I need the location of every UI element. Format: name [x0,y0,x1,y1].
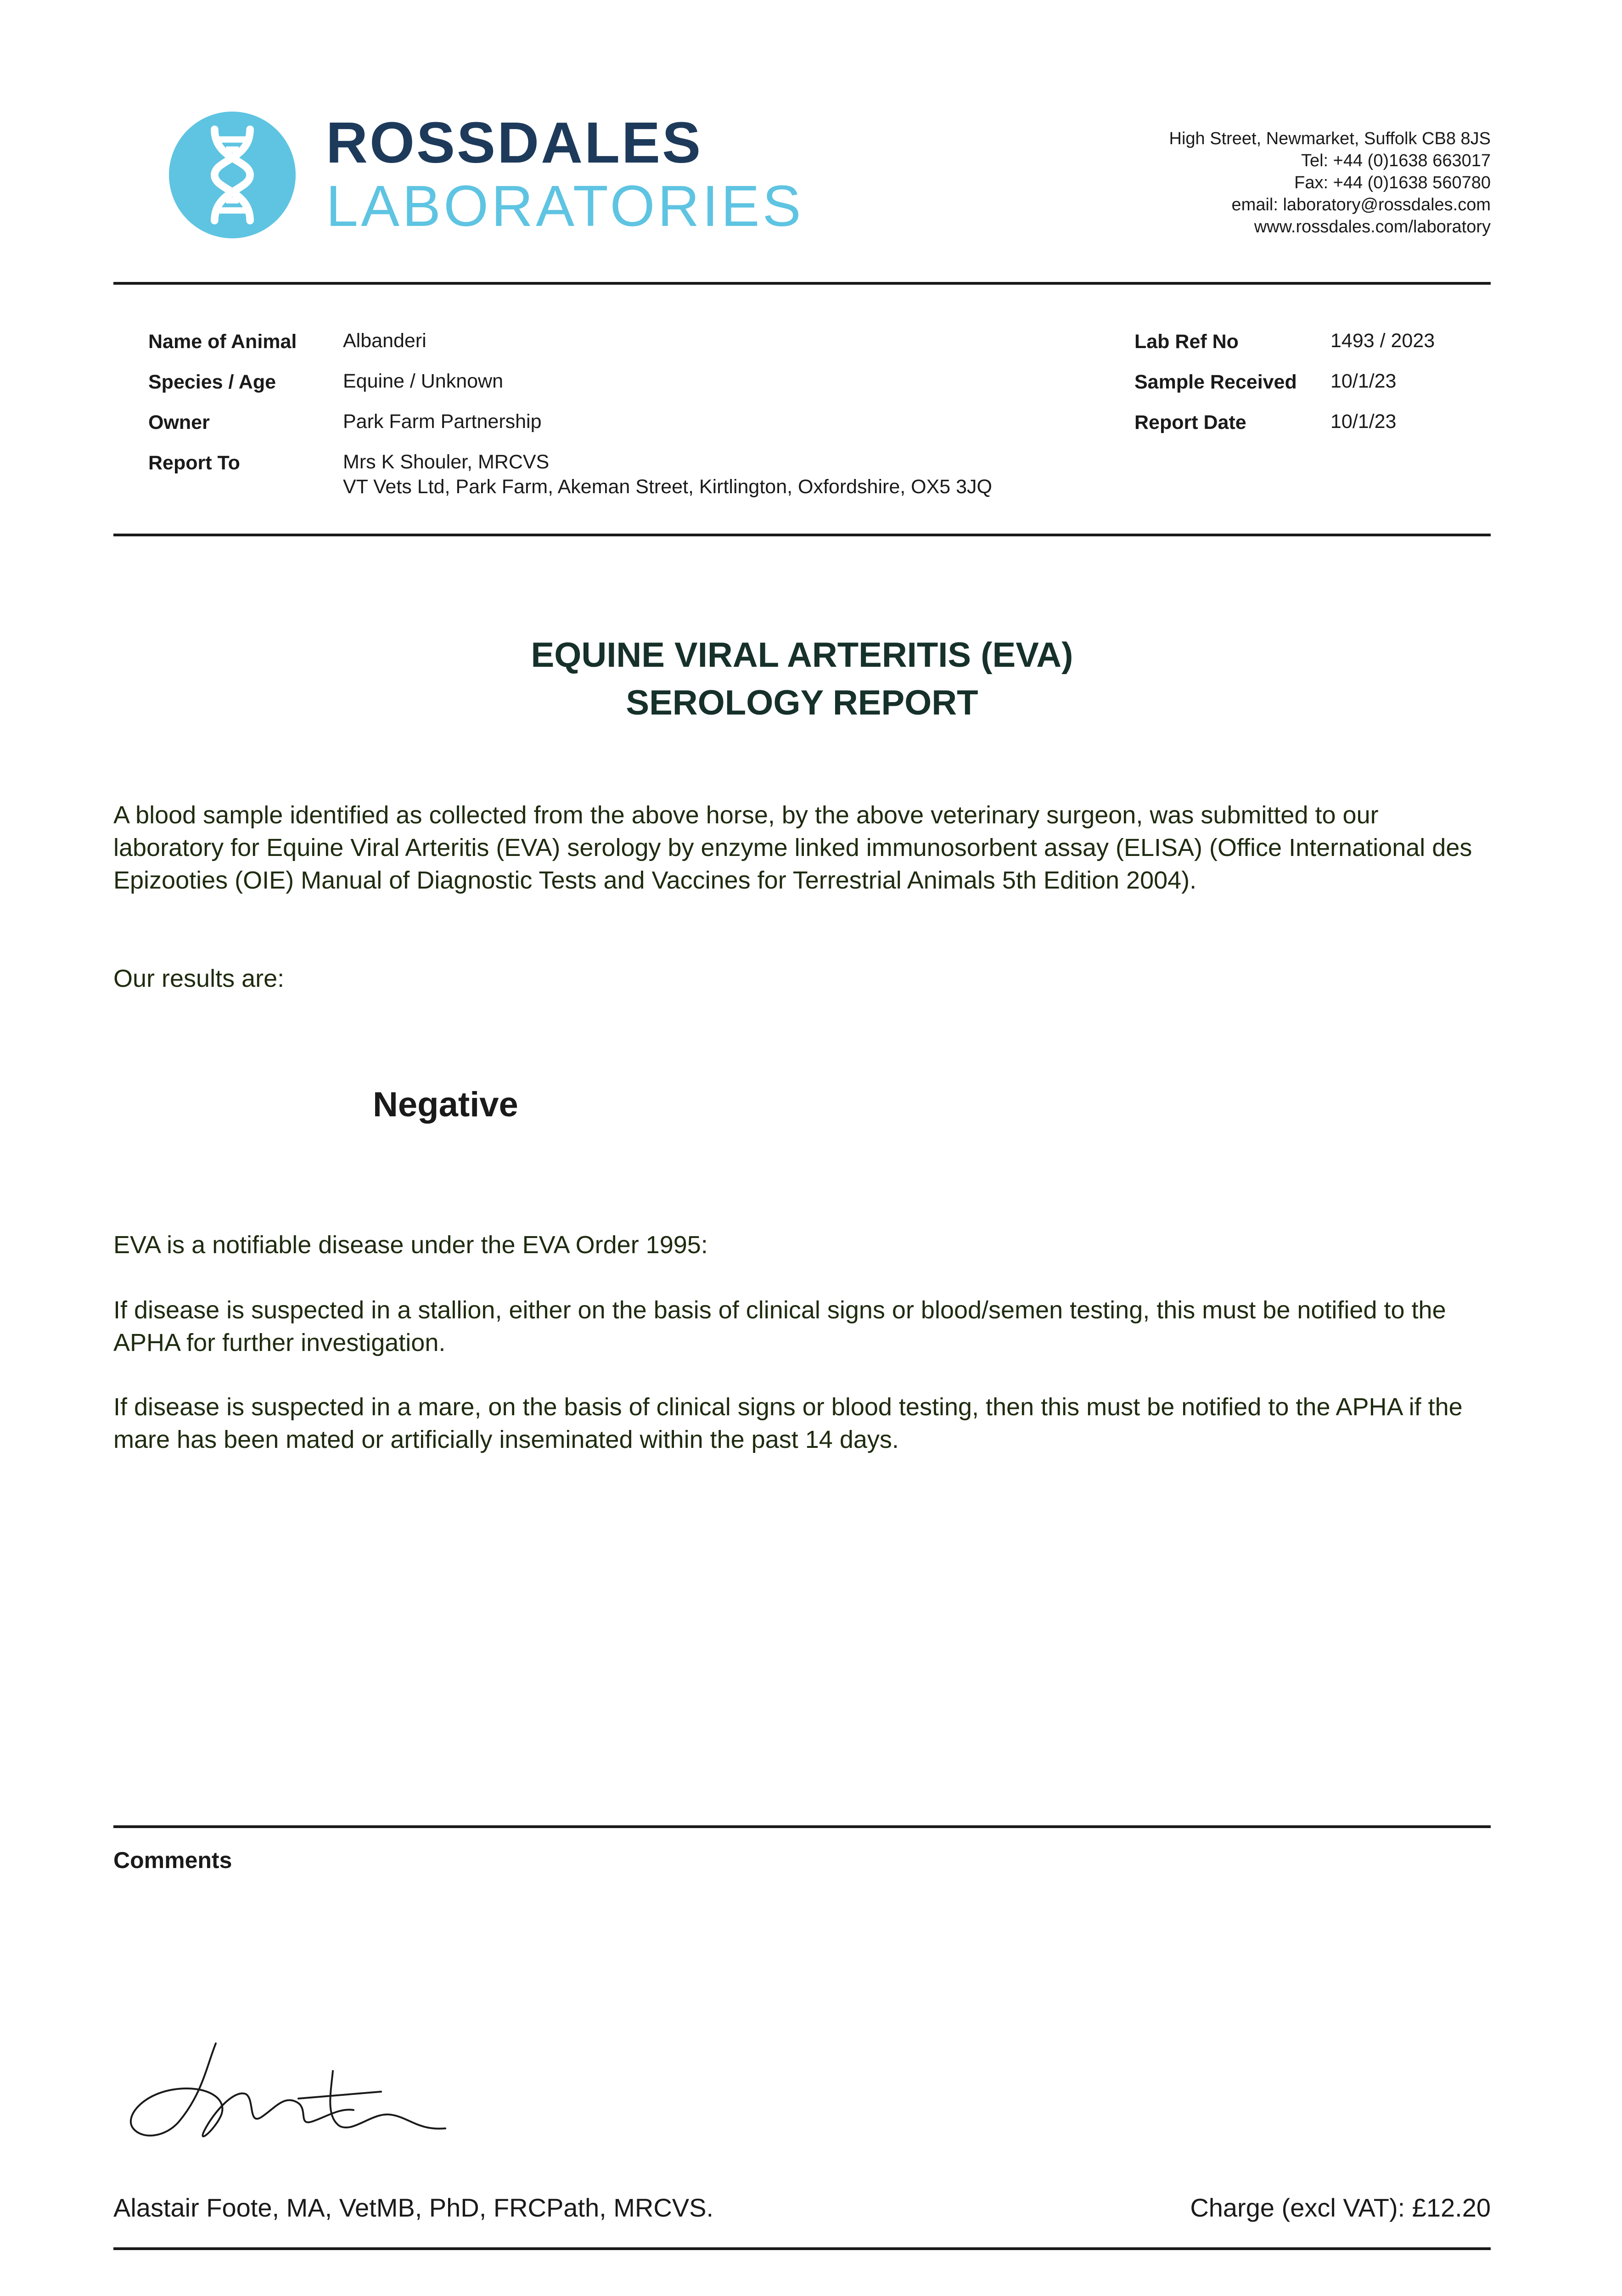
report-title [113,631,1491,727]
charge-amount: Charge (excl VAT): £12.20 [1190,2193,1491,2222]
divider [113,1825,1491,1828]
contact-address: High Street, Newmarket, Suffolk CB8 8JS [1169,129,1491,148]
report-to-name: Mrs K Shouler, MRCVS [343,451,550,473]
intro-paragraph: A blood sample identified as collected from the above horse, by the above veterinary surgeon, was submitted to our laboratory for Equine Viral Arteritis (EVA) serology by enzyme linked immunosorbent assay (ELISA) (Office International des Epizooties (OIE) Manual of Diagnostic Tests and Vaccines for Terrestrial Animals 5th Edition 2004). [113,801,1472,894]
dna-helix-icon [169,112,296,238]
mare-notice: If disease is suspected in a mare, on the basis of clinical signs or blood testing, then this must be notified to the APHA if the mare has been mated or artificially inseminated within the past 14 days. [113,1393,1463,1453]
contact-web: www.rossdales.com/laboratory [1254,217,1491,236]
comments-label: Comments [113,1847,232,1873]
species-age-value: Equine / Unknown [343,370,503,392]
divider [113,282,1491,285]
lab-ref-label: Lab Ref No [1134,331,1239,353]
report-date-value: 10/1/23 [1330,411,1397,433]
species-age-label: Species / Age [148,371,276,393]
lab-ref-value: 1493 / 2023 [1330,330,1435,352]
signature-image [124,2039,473,2154]
test-result: Negative [373,1085,518,1124]
contact-fax: Fax: +44 (0)1638 560780 [1294,173,1491,192]
name-of-animal-label: Name of Animal [148,331,297,353]
report-to-label: Report To [148,452,240,474]
contact-email: email: laboratory@rossdales.com [1231,195,1491,214]
brand-name: ROSSDALES [326,110,703,175]
brand-subname: LABORATORIES [326,174,804,238]
name-of-animal-value: Albanderi [343,330,427,352]
contact-block [1169,128,1491,238]
notifiable-notice: EVA is a notifiable disease under the EVA Order 1995: [113,1231,708,1259]
report-title-line1: EQUINE VIRAL ARTERITIS (EVA) [531,636,1073,675]
owner-label: Owner [148,411,210,433]
divider [113,2247,1491,2250]
stallion-notice: If disease is suspected in a stallion, either on the basis of clinical signs or blood/semen testing, this must be notified to the APHA for further investigation. [113,1296,1446,1356]
report-title-line2: SEROLOGY REPORT [626,683,978,722]
report-date-label: Report Date [1134,411,1246,433]
owner-value: Park Farm Partnership [343,411,542,433]
contact-tel: Tel: +44 (0)1638 663017 [1301,151,1491,170]
signatory-name: Alastair Foote, MA, VetMB, PhD, FRCPath, MRCVS. [113,2193,714,2222]
report-to-address: VT Vets Ltd, Park Farm, Akeman Street, Kirtlington, Oxfordshire, OX5 3JQ [343,476,993,498]
divider [113,534,1491,536]
sample-received-value: 10/1/23 [1330,370,1397,392]
sample-received-label: Sample Received [1134,371,1297,393]
results-intro: Our results are: [113,965,285,992]
